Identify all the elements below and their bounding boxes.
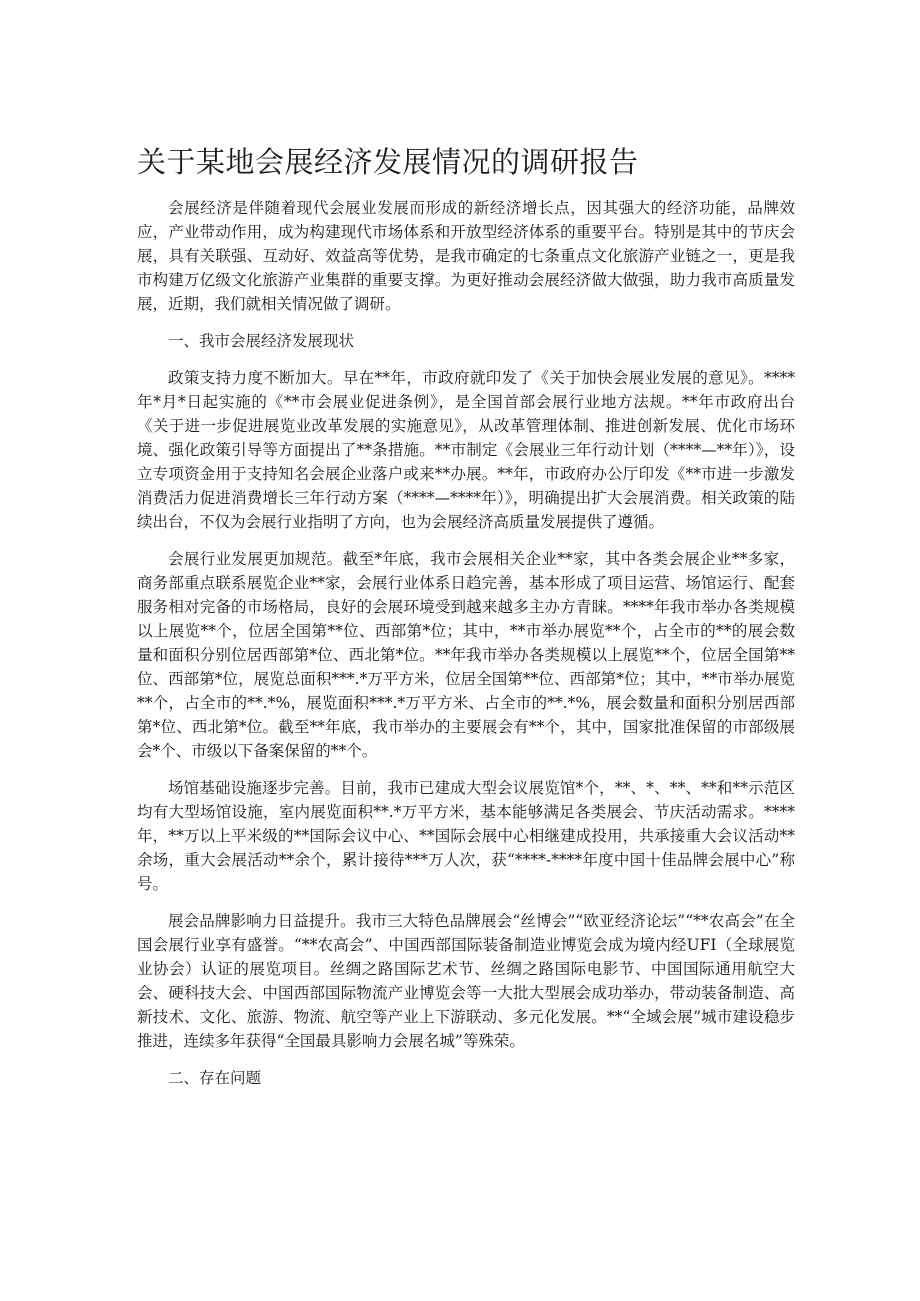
document-body xyxy=(137,196,795,1103)
paragraph-brand-influence: 展会品牌影响力日益提升。我市三大特色品牌展会“丝博会”“欧亚经济论坛”“**农高会”在全国会展行业享有盛誉。“**农高会”、中国西部国际装备制造业博览会成为境内经UFI（全球展览业协会）认证的展览项目。丝绸之路国际艺术节、丝绸之路国际电影节、中国国际通用航空大会、硬科技大会、中国西部国际物流产业博览会等一大批大型展会成功举办，带动装备制造、高新技术、文化、旅游、物流、航空等产业上下游联动、多元化发展。**“全域会展”城市建设稳步推进，连续多年获得“全国最具影响力会展名城”等殊荣。 xyxy=(137,912,795,1050)
paragraph-venue-infrastructure: 场馆基础设施逐步完善。目前，我市已建成大型会议展览馆*个，**、*、**、**和**示范区均有大型场馆设施，室内展览面积**.*万平方米，基本能够满足各类展会、节庆活动需求。****年，**万以上平米级的**国际会议中心、**国际会展中心相继建成投用，共承接重大会议活动**余场，重大会展活动**余个，累计接待***万人次，获“****-****年度中国十佳品牌会展中心”称号。 xyxy=(137,779,795,893)
intro-paragraph: 会展经济是伴随着现代会展业发展而形成的新经济增长点，因其强大的经济功能，品牌效应，产业带动作用，成为构建现代市场体系和开放型经济体系的重要平台。特别是其中的节庆会展，具有关联强、互动好、效益高等优势，是我市确定的七条重点文化旅游产业链之一，更是我市构建万亿级文化旅游产业集群的重要支撑。为更好推动会展经济做大做强，助力我市高质量发展，近期，我们就相关情况做了调研。 xyxy=(137,199,795,313)
paragraph-policy-support: 政策支持力度不断加大。早在**年，市政府就印发了《关于加快会展业发展的意见》。****年*月*日起实施的《**市会展业促进条例》，是全国首部会展行业地方法规。**年市政府出台《关于进一步促进展览业改革发展的实施意见》，从改革管理体制、推进创新发展、优化市场环境、强化政策引导等方面提出了**条措施。**市制定《会展业三年行动计划（****—**年）》，设立专项资金用于支持知名会展企业落户或来**办展。**年，市政府办公厅印发《**市进一步激发消费活力促进消费增长三年行动方案（****—****年）》，明确提出扩大会展消费。相关政策的陆续出台，不仅为会展行业指明了方向，也为会展经济高质量发展提供了遵循。 xyxy=(137,369,795,531)
document-title: 关于某地会展经济发展情况的调研报告 xyxy=(137,145,639,179)
paragraph-industry-regulation: 会展行业发展更加规范。截至*年底，我市会展相关企业**家，其中各类会展企业**多家，商务部重点联系展览企业**家，会展行业体系日趋完善，基本形成了项目运营、场馆运行、配套服务相对完备的市场格局，良好的会展环境受到越来越多主办方青睐。****年我市举办各类规模以上展览**个，位居全国第**位、西部第*位；其中，**市举办展览**个，占全市的**的展会数量和面积分别位居西部第*位、西北第*位。**年我市举办各类规模以上展览**个，位居全国第**位、西部第*位，展览总面积***.*万平方米，位居全国第**位、西部第*位；其中，**市举办展览**个，占全市的**.*%，展览面积***.*万平方米、占全市的**.*%，展会数量和面积分别居西部第*位、西北第*位。截至**年底，我市举办的主要展会有**个，其中，国家批准保留的市部级展会*个、市级以下备案保留的**个。 xyxy=(137,550,795,760)
section-heading-problems: 二、存在问题 xyxy=(168,1069,262,1087)
section-heading-current-status: 一、我市会展经济发展现状 xyxy=(168,332,355,350)
